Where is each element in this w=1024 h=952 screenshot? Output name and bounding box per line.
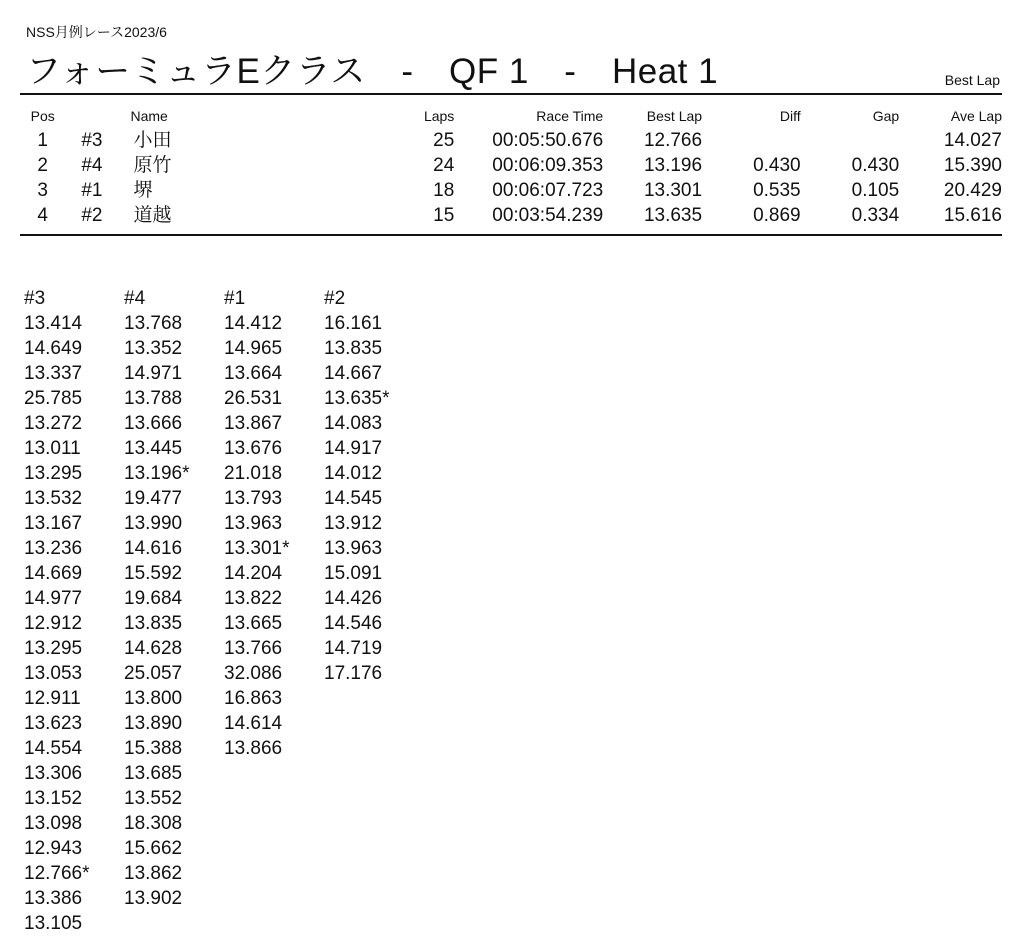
result-ave-lap: 15.616 <box>943 205 1002 226</box>
table-row <box>20 203 1002 228</box>
lap-column <box>224 286 324 936</box>
lap-time: 13.793 <box>224 488 283 509</box>
lap-time: 13.352 <box>124 338 183 359</box>
lap-time: 21.018 <box>224 463 283 484</box>
lap-time: 13.053 <box>24 663 83 684</box>
lap-time: 19.477 <box>124 488 183 509</box>
lap-time: 13.635* <box>324 388 390 409</box>
result-diff: 0.869 <box>753 205 801 226</box>
lap-time: 12.912 <box>24 613 83 634</box>
lap-time: 13.990 <box>124 513 183 534</box>
lap-time: 14.616 <box>124 538 183 559</box>
lap-time: 13.963 <box>224 513 283 534</box>
lap-time: 14.546 <box>324 613 383 634</box>
result-laps: 18 <box>433 180 455 201</box>
lap-time: 13.666 <box>124 413 183 434</box>
result-ave-lap: 14.027 <box>943 130 1002 151</box>
result-ave-lap: 20.429 <box>943 180 1002 201</box>
result-diff: 0.535 <box>753 180 801 201</box>
lap-time: 13.295 <box>24 463 83 484</box>
table-row <box>20 153 1002 178</box>
result-diff <box>702 128 801 153</box>
result-gap: 0.105 <box>851 180 900 201</box>
lap-time: 12.911 <box>24 688 81 709</box>
header-ave-lap: Ave Lap <box>950 108 1002 124</box>
event-name: NSS月例レース2023/6 <box>26 24 167 40</box>
result-laps: 25 <box>433 130 455 151</box>
result-name: 道越 <box>133 205 172 226</box>
result-best-lap: 13.301 <box>643 180 703 201</box>
result-number: #1 <box>81 180 103 201</box>
lap-time: 14.667 <box>324 363 383 384</box>
lap-time: 12.943 <box>24 838 83 859</box>
lap-time: 13.152 <box>24 788 83 809</box>
lap-time: 13.552 <box>124 788 183 809</box>
lap-time: 14.669 <box>24 563 83 584</box>
lap-time: 13.835 <box>124 613 183 634</box>
lap-column-header: #4 <box>124 288 146 309</box>
lap-time: 16.863 <box>224 688 283 709</box>
lap-time: 14.426 <box>324 588 383 609</box>
lap-time: 15.592 <box>124 563 183 584</box>
top-divider <box>20 93 1002 95</box>
lap-time: 26.531 <box>224 388 283 409</box>
lap-time: 13.800 <box>124 688 183 709</box>
result-best-lap: 12.766 <box>643 130 703 151</box>
header-laps: Laps <box>423 108 455 124</box>
best-lap-label: Best Lap <box>944 72 1000 88</box>
result-gap <box>801 128 900 153</box>
header-race-time: Race Time <box>536 108 604 124</box>
lap-time: 18.308 <box>124 813 183 834</box>
lap-time: 13.665 <box>224 613 283 634</box>
lap-column-header: #3 <box>24 288 46 309</box>
lap-time: 13.822 <box>224 588 283 609</box>
lap-time: 13.295 <box>24 638 83 659</box>
lap-time: 13.685 <box>124 763 183 784</box>
lap-time: 14.554 <box>24 738 83 759</box>
lap-time: 14.719 <box>324 638 383 659</box>
lap-time: 15.662 <box>124 838 183 859</box>
lap-time: 13.835 <box>324 338 383 359</box>
lap-time: 13.236 <box>24 538 83 559</box>
result-race-time: 00:06:07.723 <box>492 180 604 201</box>
result-gap: 0.334 <box>851 205 900 226</box>
lap-time: 14.012 <box>324 463 383 484</box>
table-row <box>20 178 1002 203</box>
header-best-lap: Best Lap <box>646 108 703 124</box>
lap-time: 13.664 <box>224 363 283 384</box>
lap-time: 13.912 <box>324 513 383 534</box>
lap-time: 13.011 <box>24 438 81 459</box>
lap-time: 13.768 <box>124 313 183 334</box>
result-race-time: 00:03:54.239 <box>492 205 604 226</box>
result-laps: 24 <box>433 155 455 176</box>
lap-time: 14.614 <box>224 713 283 734</box>
lap-time: 32.086 <box>224 663 283 684</box>
results-header-row <box>20 108 1002 128</box>
bottom-divider <box>20 234 1002 236</box>
lap-time: 13.890 <box>124 713 183 734</box>
lap-time: 14.917 <box>324 438 383 459</box>
lap-column <box>124 286 224 936</box>
header-pos: Pos <box>30 108 55 124</box>
lap-time: 13.445 <box>124 438 183 459</box>
lap-time: 13.862 <box>124 863 183 884</box>
lap-time: 13.098 <box>24 813 83 834</box>
lap-time: 25.057 <box>124 663 183 684</box>
lap-time: 13.902 <box>124 888 183 909</box>
result-best-lap: 13.196 <box>643 155 703 176</box>
result-race-time: 00:06:09.353 <box>492 155 604 176</box>
header-diff: Diff <box>779 108 801 124</box>
lap-time: 13.196* <box>124 463 190 484</box>
result-name: 小田 <box>133 130 172 151</box>
lap-time: 19.684 <box>124 588 183 609</box>
lap-column <box>24 286 124 936</box>
lap-time: 15.091 <box>324 563 383 584</box>
lap-times-section <box>24 286 424 936</box>
result-name: 堺 <box>133 180 153 201</box>
results-table <box>20 108 1002 228</box>
result-number: #2 <box>81 205 103 226</box>
lap-column <box>324 286 424 936</box>
lap-time: 13.867 <box>224 413 283 434</box>
result-pos: 1 <box>37 130 48 151</box>
lap-time: 13.167 <box>24 513 83 534</box>
result-best-lap: 13.635 <box>643 205 703 226</box>
result-number: #4 <box>81 155 103 176</box>
result-name: 原竹 <box>133 155 172 176</box>
lap-time: 13.272 <box>24 413 83 434</box>
lap-time: 14.412 <box>224 313 283 334</box>
lap-time: 13.623 <box>24 713 83 734</box>
lap-time: 14.965 <box>224 338 283 359</box>
lap-time: 13.532 <box>24 488 83 509</box>
lap-time: 15.388 <box>124 738 183 759</box>
lap-time: 14.971 <box>124 363 183 384</box>
lap-time: 13.766 <box>224 638 283 659</box>
lap-time: 17.176 <box>324 663 383 684</box>
lap-time: 13.306 <box>24 763 83 784</box>
lap-time: 14.649 <box>24 338 83 359</box>
header-name: Name <box>130 108 168 124</box>
lap-time: 14.545 <box>324 488 383 509</box>
lap-time: 13.866 <box>224 738 283 759</box>
lap-time: 14.204 <box>224 563 283 584</box>
result-ave-lap: 15.390 <box>943 155 1002 176</box>
lap-time: 14.628 <box>124 638 183 659</box>
result-laps: 15 <box>433 205 455 226</box>
page-title: フォーミュラEクラス - QF 1 - Heat 1 <box>26 52 719 91</box>
result-pos: 2 <box>37 155 48 176</box>
table-row <box>20 128 1002 153</box>
lap-time: 13.301* <box>224 538 290 559</box>
result-diff: 0.430 <box>753 155 801 176</box>
lap-time: 13.337 <box>24 363 83 384</box>
header-number <box>65 108 118 128</box>
lap-time: 13.788 <box>124 388 183 409</box>
lap-time: 13.414 <box>24 313 83 334</box>
result-number: #3 <box>81 130 103 151</box>
header-gap: Gap <box>872 108 900 124</box>
lap-time: 14.083 <box>324 413 383 434</box>
lap-time: 12.766* <box>24 863 90 884</box>
result-race-time: 00:05:50.676 <box>492 130 604 151</box>
lap-time: 13.386 <box>24 888 83 909</box>
result-pos: 4 <box>37 205 48 226</box>
lap-time: 13.963 <box>324 538 383 559</box>
lap-column-header: #1 <box>224 288 246 309</box>
lap-column-header: #2 <box>324 288 346 309</box>
lap-time: 13.676 <box>224 438 283 459</box>
lap-time: 13.105 <box>24 913 83 934</box>
result-gap: 0.430 <box>851 155 900 176</box>
lap-time: 25.785 <box>24 388 83 409</box>
result-pos: 3 <box>37 180 48 201</box>
lap-time: 14.977 <box>24 588 83 609</box>
lap-time: 16.161 <box>324 313 383 334</box>
